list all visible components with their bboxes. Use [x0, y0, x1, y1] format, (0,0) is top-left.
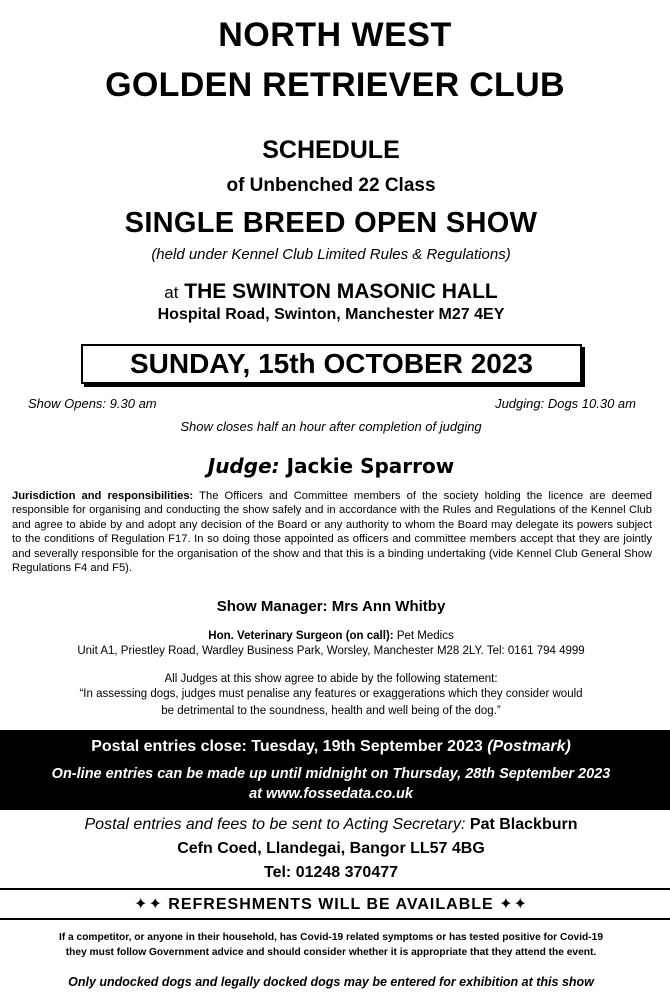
judges-statement-intro: All Judges at this show agree to abide by the following statement: [164, 673, 498, 685]
show-date-box: SUNDAY, 15th OCTOBER 2023 [81, 344, 582, 384]
online-entries-link[interactable]: at www.fossedata.co.uk [249, 786, 413, 802]
secretary-line [0, 816, 662, 834]
divider-bottom [0, 918, 670, 920]
postal-close-line [0, 738, 662, 756]
show-manager: Show Manager: Mrs Ann Whitby [216, 598, 446, 615]
rules-note: (held under Kennel Club Limited Rules & Regulations) [151, 246, 511, 263]
secretary-phone: Tel: 01248 370477 [263, 864, 399, 881]
venue-at: at [164, 283, 179, 302]
vet-address: Unit A1, Priestley Road, Wardley Business Park, Worsley, Manchester M28 2LY. Tel: 0161 794 4999 [77, 645, 585, 657]
jurisdiction-paragraph [12, 489, 652, 575]
jurisdiction-text: The Officers and Committee members of the society holding the licence are deemed responsible for organising and conducting the show safely and in accordance with the Rules and Regulations of the Kennel Club and agree to abide by and adopt any decision of the Board or any authority to whom the Board may delegate its powers subject to the conditions of Regulation F17. In so doing those appointed as officers and committee members accept that they are jointly and severally responsible for the organisation of the show and that this is a binding undertaking (vide Kennel Club General Show Regulations F4 and F5). [12, 490, 653, 575]
docking-notice: Only undocked dogs and legally docked dogs may be entered for exhibition at this show [68, 975, 594, 989]
show-type-title: SINGLE BREED OPEN SHOW [124, 207, 538, 239]
covid-notice-line2: they must follow Government advice and should consider whether it is appropriate that they attend the event. [65, 947, 597, 958]
refreshments-notice: ✦✦ REFRESHMENTS WILL BE AVAILABLE ✦✦ [134, 896, 528, 913]
postmark-note: (Postmark) [487, 738, 571, 755]
jurisdiction-heading: Jurisdiction and responsibilities: [12, 490, 194, 502]
vet-name: Pet Medics [396, 630, 454, 642]
vet-line [0, 630, 662, 642]
entries-banner [0, 730, 670, 810]
secretary-address: Cefn Coed, Llandegai, Bangor LL57 4BG [177, 840, 485, 857]
secretary-name: Pat Blackburn [469, 816, 578, 833]
judge-name: Jackie Sparrow [286, 454, 455, 478]
schedule-heading: SCHEDULE [262, 136, 400, 164]
class-info: of Unbenched 22 Class [226, 175, 436, 196]
judge-line [0, 454, 662, 478]
postal-close-date: Postal entries close: Tuesday, 19th September 2023 [91, 738, 483, 755]
vet-label: Hon. Veterinary Surgeon (on call): [208, 630, 394, 642]
venue-address: Hospital Road, Swinton, Manchester M27 4EY [157, 306, 505, 323]
online-entries-line1: On-line entries can be made up until midnight on Thursday, 28th September 2023 [51, 766, 611, 782]
judges-statement-line2: be detrimental to the soundness, health and well being of the dog.” [161, 705, 501, 717]
judge-label: Judge: [207, 454, 280, 478]
club-name-line1: NORTH WEST [218, 16, 452, 54]
secretary-intro: Postal entries and fees to be sent to Acting Secretary: [84, 816, 466, 833]
show-closes-note: Show closes half an hour after completion of judging [180, 419, 482, 434]
venue-name: THE SWINTON MASONIC HALL [184, 280, 498, 303]
divider-top [0, 888, 670, 890]
judging-time: Judging: Dogs 10.30 am [495, 396, 636, 411]
venue-line [0, 280, 662, 304]
judges-statement-line1: “In assessing dogs, judges must penalise any features or exaggerations which they consider would [79, 688, 583, 700]
covid-notice-line1: If a competitor, or anyone in their household, has Covid-19 related symptoms or has tested positive for Covid-19 [58, 932, 603, 943]
club-name-line2: GOLDEN RETRIEVER CLUB [105, 66, 565, 104]
show-opens-time: Show Opens: 9.30 am [28, 396, 157, 411]
